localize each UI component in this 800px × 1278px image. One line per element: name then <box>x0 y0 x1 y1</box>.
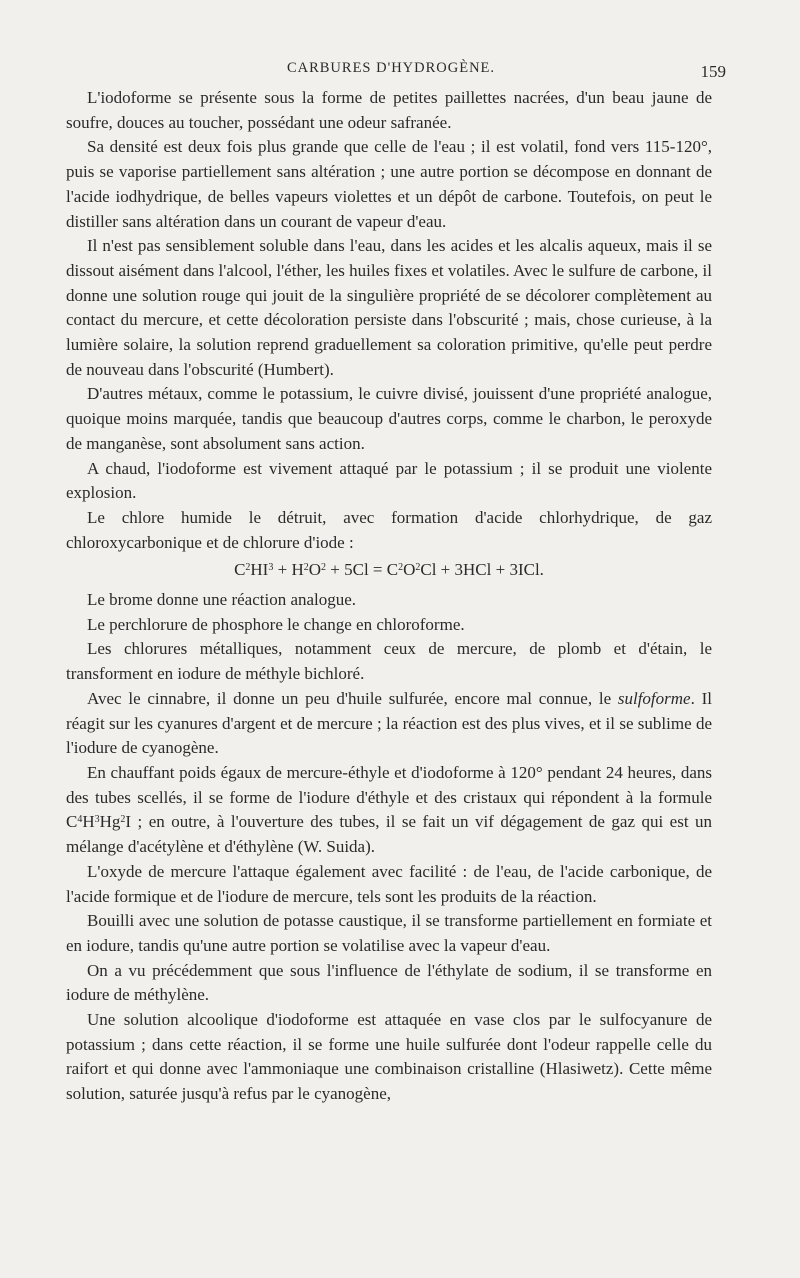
paragraph <box>66 761 712 860</box>
formula-part: C <box>234 560 246 580</box>
paragraph: Une solution alcoolique d'iodoforme est attaquée en vase clos par le sulfocyanure de potassium ; dans cette réaction, il se forme une huile sulfurée dont l'odeur rappelle celle du raifort et qui donne avec l'ammoniaque une combinaison cristalline (Hlasiwetz). Cette même solution, saturée jusqu'à refus par le cyanogène, <box>66 1010 712 1104</box>
paragraph: D'autres métaux, comme le potassium, le cuivre divisé, jouissent d'une propriété analogue, quoique moins marquée, tandis que beaucoup d'autres corps, comme le charbon, le peroxyde de manganèse, sont absolument sans action. <box>66 384 712 453</box>
formula-subscript: 2 <box>303 562 309 574</box>
page-number: 159 <box>700 62 726 81</box>
formula-part: + 5Cl = C <box>326 560 399 580</box>
formula-part: Cl + 3HCl + 3ICl. <box>420 560 544 580</box>
page-header <box>66 58 726 82</box>
formula-part: HI <box>250 560 269 580</box>
paragraph: Bouilli avec une solution de potasse caustique, il se transforme partiellement en formiate et en iodure, tandis qu'une autre portion se volatilise avec la vapeur d'eau. <box>66 911 712 955</box>
paragraph: Le perchlorure de phosphore le change en chloroforme. <box>87 614 465 634</box>
formula-subscript: 2 <box>398 562 404 574</box>
formula-subscript: 2 <box>415 562 421 574</box>
paragraph: L'iodoforme se présente sous la forme de petites paillettes nacrées, d'un beau jaune de soufre, douces au toucher, possédant une odeur safranée. <box>66 88 712 132</box>
running-title: CARBURES D'HYDROGÈNE. <box>286 60 496 76</box>
page-body <box>66 86 712 1107</box>
italic-term: sulfoforme <box>617 688 691 708</box>
formula-part: O <box>308 560 322 580</box>
text-span: Avec le cinnabre, il donne un peu d'huile sulfurée, encore mal connue, le <box>87 688 618 708</box>
chemical-equation <box>66 558 712 583</box>
text-span: Hg <box>99 812 121 832</box>
paragraph: Le chlore humide le détruit, avec formation d'acide chlorhydrique, de gaz chloroxycarbonique et de chlorure d'iode : <box>66 507 712 552</box>
formula-subscript: 2 <box>321 562 327 574</box>
paragraph <box>66 687 712 761</box>
paragraph: Le brome donne une réaction analogue. <box>87 590 357 610</box>
formula-subscript: 3 <box>268 562 274 574</box>
formula-subscript: 3 <box>94 814 100 826</box>
formula-subscript: 2 <box>245 562 251 574</box>
paragraph: Les chlorures métalliques, notamment ceux de mercure, de plomb et d'étain, le transforment en iodure de méthyle bichloré. <box>66 639 712 684</box>
formula-part: + H <box>273 560 304 580</box>
text-span: . Il réagit sur les cyanures d'argent et de mercure ; la réaction est des plus vives, et il se sublime de l'iodure de cyanogène. <box>66 688 712 758</box>
formula-subscript: 4 <box>77 814 83 826</box>
text-span: H <box>82 812 95 832</box>
formula-part: O <box>403 560 416 580</box>
paragraph: Sa densité est deux fois plus grande que celle de l'eau ; il est volatil, fond vers 115-120°, puis se vaporise partiellement sans altération ; une autre portion se décompose en donnant de l'acide iodhydrique, de belles vapeurs violettes et un dépôt de carbone. Toutefois, on peut le distiller sans altération dans un courant de vapeur d'eau. <box>66 137 712 231</box>
paragraph: A chaud, l'iodoforme est vivement attaqué par le potassium ; il se produit une violente explosion. <box>66 458 712 503</box>
paragraph: On a vu précédemment que sous l'influence de l'éthylate de sodium, il se transforme en iodure de méthylène. <box>66 960 712 1005</box>
paragraph: L'oxyde de mercure l'attaque également avec facilité : de l'eau, de l'acide carbonique, de l'acide formique et de l'iodure de mercure, tels sont les produits de la réaction. <box>66 861 712 906</box>
paragraph: Il n'est pas sensiblement soluble dans l'eau, dans les acides et les alcalis aqueux, mais il se dissout aisément dans l'alcool, l'éther, les huiles fixes et volatiles. Avec le sulfure de carbone, il donne une solution rouge qui jouit de la singulière propriété de se décolorer complètement au contact du mercure, et cette décoloration persiste dans l'obscurité ; mais, chose curieuse, à la lumière solaire, la solution reprend graduellement sa coloration primitive, qu'elle peut perdre de nouveau dans l'obscurité (Humbert). <box>66 236 712 379</box>
formula-subscript: 2 <box>120 814 126 826</box>
text-span: I ; en outre, à l'ouverture des tubes, il se fait un vif dégagement de gaz qui est un mélange d'acétylène et d'éthylène (W. Suida). <box>66 812 712 857</box>
text-span: En chauffant poids égaux de mercure-éthyle et d'iodoforme à 120° pendant 24 heures, dans des tubes scellés, il se forme de l'iodure d'éthyle et des cristaux qui répondent à la formule C <box>66 762 712 832</box>
